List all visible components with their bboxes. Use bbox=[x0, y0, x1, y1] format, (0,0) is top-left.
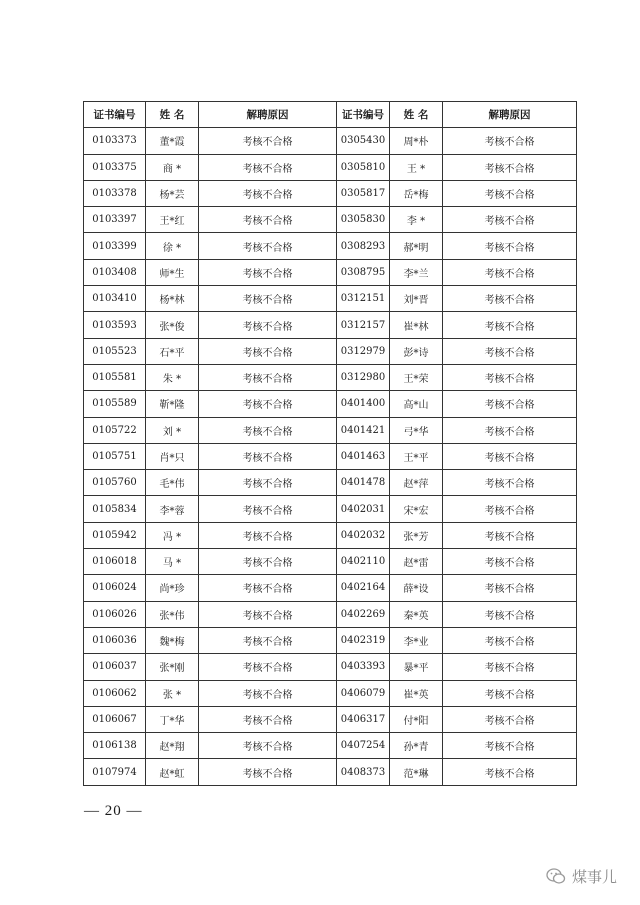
reason-cell: 考核不合格 bbox=[443, 496, 577, 522]
reason-cell: 考核不合格 bbox=[443, 601, 577, 627]
cert-no-cell: 0105581 bbox=[84, 364, 146, 390]
name-cell: 杨*林 bbox=[146, 286, 199, 312]
name-cell: 刘 * bbox=[146, 417, 199, 443]
name-cell: 薛*设 bbox=[390, 575, 443, 601]
cert-no-cell: 0106026 bbox=[84, 601, 146, 627]
reason-cell: 考核不合格 bbox=[199, 443, 337, 469]
table-row bbox=[84, 575, 577, 601]
cert-no-cell: 0106018 bbox=[84, 549, 146, 575]
cert-no-cell: 0105751 bbox=[84, 443, 146, 469]
reason-cell: 考核不合格 bbox=[443, 575, 577, 601]
cert-no-cell: 0401400 bbox=[337, 391, 390, 417]
cert-no-cell: 0402031 bbox=[337, 496, 390, 522]
page-number: — 20 — bbox=[84, 803, 143, 819]
cert-no-cell: 0106036 bbox=[84, 627, 146, 653]
reason-cell: 考核不合格 bbox=[199, 627, 337, 653]
name-cell: 周*朴 bbox=[390, 128, 443, 154]
reason-cell: 考核不合格 bbox=[199, 706, 337, 732]
name-cell: 商 * bbox=[146, 154, 199, 180]
cert-no-cell: 0103410 bbox=[84, 286, 146, 312]
reason-cell: 考核不合格 bbox=[443, 391, 577, 417]
reason-cell: 考核不合格 bbox=[199, 338, 337, 364]
header-reason: 解聘原因 bbox=[199, 102, 337, 128]
name-cell: 李*蓉 bbox=[146, 496, 199, 522]
reason-cell: 考核不合格 bbox=[443, 259, 577, 285]
cert-no-cell: 0402110 bbox=[337, 549, 390, 575]
cert-no-cell: 0312151 bbox=[337, 286, 390, 312]
cert-no-cell: 0305817 bbox=[337, 180, 390, 206]
table-row bbox=[84, 601, 577, 627]
name-cell: 张 * bbox=[146, 680, 199, 706]
cert-no-cell: 0103373 bbox=[84, 128, 146, 154]
cert-no-cell: 0105942 bbox=[84, 522, 146, 548]
table-row bbox=[84, 259, 577, 285]
wechat-icon bbox=[546, 868, 566, 885]
cert-no-cell: 0107974 bbox=[84, 759, 146, 785]
reason-cell: 考核不合格 bbox=[443, 233, 577, 259]
name-cell: 张*芳 bbox=[390, 522, 443, 548]
table-row bbox=[84, 654, 577, 680]
reason-cell: 考核不合格 bbox=[199, 233, 337, 259]
table-row bbox=[84, 391, 577, 417]
name-cell: 彭*诗 bbox=[390, 338, 443, 364]
name-cell: 肖*只 bbox=[146, 443, 199, 469]
name-cell: 冯 * bbox=[146, 522, 199, 548]
reason-cell: 考核不合格 bbox=[443, 417, 577, 443]
name-cell: 李 * bbox=[390, 207, 443, 233]
reason-cell: 考核不合格 bbox=[199, 128, 337, 154]
reason-cell: 考核不合格 bbox=[199, 180, 337, 206]
cert-no-cell: 0312979 bbox=[337, 338, 390, 364]
name-cell: 王 * bbox=[390, 154, 443, 180]
table-row bbox=[84, 470, 577, 496]
cert-no-cell: 0406079 bbox=[337, 680, 390, 706]
header-cert-no: 证书编号 bbox=[84, 102, 146, 128]
reason-cell: 考核不合格 bbox=[443, 549, 577, 575]
reason-cell: 考核不合格 bbox=[199, 522, 337, 548]
watermark-text: 煤事儿 bbox=[572, 868, 618, 886]
name-cell: 赵*翔 bbox=[146, 733, 199, 759]
table-row bbox=[84, 364, 577, 390]
cert-no-cell: 0407254 bbox=[337, 733, 390, 759]
name-cell: 崔*英 bbox=[390, 680, 443, 706]
reason-cell: 考核不合格 bbox=[199, 759, 337, 785]
name-cell: 杨*芸 bbox=[146, 180, 199, 206]
name-cell: 李*兰 bbox=[390, 259, 443, 285]
reason-cell: 考核不合格 bbox=[199, 391, 337, 417]
cert-no-cell: 0103399 bbox=[84, 233, 146, 259]
cert-no-cell: 0105760 bbox=[84, 470, 146, 496]
cert-no-cell: 0401463 bbox=[337, 443, 390, 469]
name-cell: 魏*梅 bbox=[146, 627, 199, 653]
reason-cell: 考核不合格 bbox=[199, 601, 337, 627]
reason-cell: 考核不合格 bbox=[199, 207, 337, 233]
name-cell: 尚*珍 bbox=[146, 575, 199, 601]
name-cell: 张*俊 bbox=[146, 312, 199, 338]
reason-cell: 考核不合格 bbox=[199, 549, 337, 575]
name-cell: 王*红 bbox=[146, 207, 199, 233]
table-row bbox=[84, 128, 577, 154]
reason-cell: 考核不合格 bbox=[443, 207, 577, 233]
reason-cell: 考核不合格 bbox=[199, 417, 337, 443]
name-cell: 王*平 bbox=[390, 443, 443, 469]
name-cell: 丁*华 bbox=[146, 706, 199, 732]
name-cell: 弓*华 bbox=[390, 417, 443, 443]
reason-cell: 考核不合格 bbox=[443, 470, 577, 496]
cert-no-cell: 0103408 bbox=[84, 259, 146, 285]
table-row bbox=[84, 627, 577, 653]
cert-no-cell: 0103593 bbox=[84, 312, 146, 338]
cert-no-cell: 0312980 bbox=[337, 364, 390, 390]
name-cell: 高*山 bbox=[390, 391, 443, 417]
name-cell: 马 * bbox=[146, 549, 199, 575]
reason-cell: 考核不合格 bbox=[443, 443, 577, 469]
name-cell: 崔*林 bbox=[390, 312, 443, 338]
table-row bbox=[84, 286, 577, 312]
cert-no-cell: 0402269 bbox=[337, 601, 390, 627]
name-cell: 张*刚 bbox=[146, 654, 199, 680]
name-cell: 师*生 bbox=[146, 259, 199, 285]
cert-no-cell: 0308795 bbox=[337, 259, 390, 285]
name-cell: 岳*梅 bbox=[390, 180, 443, 206]
name-cell: 张*伟 bbox=[146, 601, 199, 627]
reason-cell: 考核不合格 bbox=[443, 128, 577, 154]
cert-no-cell: 0105722 bbox=[84, 417, 146, 443]
reason-cell: 考核不合格 bbox=[443, 286, 577, 312]
cert-no-cell: 0402032 bbox=[337, 522, 390, 548]
table-row bbox=[84, 680, 577, 706]
reason-cell: 考核不合格 bbox=[443, 706, 577, 732]
cert-no-cell: 0401421 bbox=[337, 417, 390, 443]
reason-cell: 考核不合格 bbox=[443, 654, 577, 680]
dismissal-table bbox=[83, 101, 577, 786]
name-cell: 朱 * bbox=[146, 364, 199, 390]
name-cell: 石*平 bbox=[146, 338, 199, 364]
cert-no-cell: 0401478 bbox=[337, 470, 390, 496]
reason-cell: 考核不合格 bbox=[443, 364, 577, 390]
name-cell: 孙*青 bbox=[390, 733, 443, 759]
cert-no-cell: 0105834 bbox=[84, 496, 146, 522]
cert-no-cell: 0106024 bbox=[84, 575, 146, 601]
reason-cell: 考核不合格 bbox=[443, 338, 577, 364]
cert-no-cell: 0408373 bbox=[337, 759, 390, 785]
reason-cell: 考核不合格 bbox=[199, 680, 337, 706]
table-row bbox=[84, 706, 577, 732]
reason-cell: 考核不合格 bbox=[443, 312, 577, 338]
name-cell: 赵*虹 bbox=[146, 759, 199, 785]
header-name: 姓 名 bbox=[146, 102, 199, 128]
name-cell: 赵*萍 bbox=[390, 470, 443, 496]
cert-no-cell: 0106062 bbox=[84, 680, 146, 706]
table-header-row bbox=[84, 102, 577, 128]
name-cell: 毛*伟 bbox=[146, 470, 199, 496]
cert-no-cell: 0106067 bbox=[84, 706, 146, 732]
table-row bbox=[84, 338, 577, 364]
name-cell: 刘*晋 bbox=[390, 286, 443, 312]
name-cell: 靳*隆 bbox=[146, 391, 199, 417]
name-cell: 暴*平 bbox=[390, 654, 443, 680]
reason-cell: 考核不合格 bbox=[199, 654, 337, 680]
reason-cell: 考核不合格 bbox=[443, 680, 577, 706]
cert-no-cell: 0106037 bbox=[84, 654, 146, 680]
cert-no-cell: 0402164 bbox=[337, 575, 390, 601]
table-row bbox=[84, 496, 577, 522]
table-row bbox=[84, 549, 577, 575]
table-body bbox=[84, 128, 577, 785]
cert-no-cell: 0403393 bbox=[337, 654, 390, 680]
reason-cell: 考核不合格 bbox=[199, 575, 337, 601]
reason-cell: 考核不合格 bbox=[443, 180, 577, 206]
table-row bbox=[84, 759, 577, 785]
reason-cell: 考核不合格 bbox=[443, 522, 577, 548]
cert-no-cell: 0103375 bbox=[84, 154, 146, 180]
table-row bbox=[84, 312, 577, 338]
table-row bbox=[84, 233, 577, 259]
cert-no-cell: 0305430 bbox=[337, 128, 390, 154]
name-cell: 董*霞 bbox=[146, 128, 199, 154]
reason-cell: 考核不合格 bbox=[199, 470, 337, 496]
cert-no-cell: 0305810 bbox=[337, 154, 390, 180]
cert-no-cell: 0105589 bbox=[84, 391, 146, 417]
cert-no-cell: 0312157 bbox=[337, 312, 390, 338]
reason-cell: 考核不合格 bbox=[443, 154, 577, 180]
name-cell: 徐 * bbox=[146, 233, 199, 259]
header-reason: 解聘原因 bbox=[443, 102, 577, 128]
reason-cell: 考核不合格 bbox=[443, 627, 577, 653]
cert-no-cell: 0103378 bbox=[84, 180, 146, 206]
table-row bbox=[84, 443, 577, 469]
cert-no-cell: 0106138 bbox=[84, 733, 146, 759]
cert-no-cell: 0103397 bbox=[84, 207, 146, 233]
header-cert-no: 证书编号 bbox=[337, 102, 390, 128]
reason-cell: 考核不合格 bbox=[199, 286, 337, 312]
name-cell: 赵*雷 bbox=[390, 549, 443, 575]
header-name: 姓 名 bbox=[390, 102, 443, 128]
name-cell: 李*业 bbox=[390, 627, 443, 653]
name-cell: 付*阳 bbox=[390, 706, 443, 732]
reason-cell: 考核不合格 bbox=[199, 496, 337, 522]
cert-no-cell: 0305830 bbox=[337, 207, 390, 233]
table-row bbox=[84, 522, 577, 548]
table-row bbox=[84, 180, 577, 206]
reason-cell: 考核不合格 bbox=[443, 733, 577, 759]
cert-no-cell: 0402319 bbox=[337, 627, 390, 653]
reason-cell: 考核不合格 bbox=[199, 259, 337, 285]
reason-cell: 考核不合格 bbox=[443, 759, 577, 785]
watermark bbox=[546, 866, 617, 887]
table-row bbox=[84, 417, 577, 443]
reason-cell: 考核不合格 bbox=[199, 733, 337, 759]
cert-no-cell: 0308293 bbox=[337, 233, 390, 259]
table-row bbox=[84, 154, 577, 180]
name-cell: 宋*宏 bbox=[390, 496, 443, 522]
name-cell: 王*荣 bbox=[390, 364, 443, 390]
cert-no-cell: 0406317 bbox=[337, 706, 390, 732]
name-cell: 范*琳 bbox=[390, 759, 443, 785]
cert-no-cell: 0105523 bbox=[84, 338, 146, 364]
reason-cell: 考核不合格 bbox=[199, 364, 337, 390]
name-cell: 秦*英 bbox=[390, 601, 443, 627]
name-cell: 郝*明 bbox=[390, 233, 443, 259]
reason-cell: 考核不合格 bbox=[199, 312, 337, 338]
reason-cell: 考核不合格 bbox=[199, 154, 337, 180]
table-row bbox=[84, 733, 577, 759]
table-row bbox=[84, 207, 577, 233]
